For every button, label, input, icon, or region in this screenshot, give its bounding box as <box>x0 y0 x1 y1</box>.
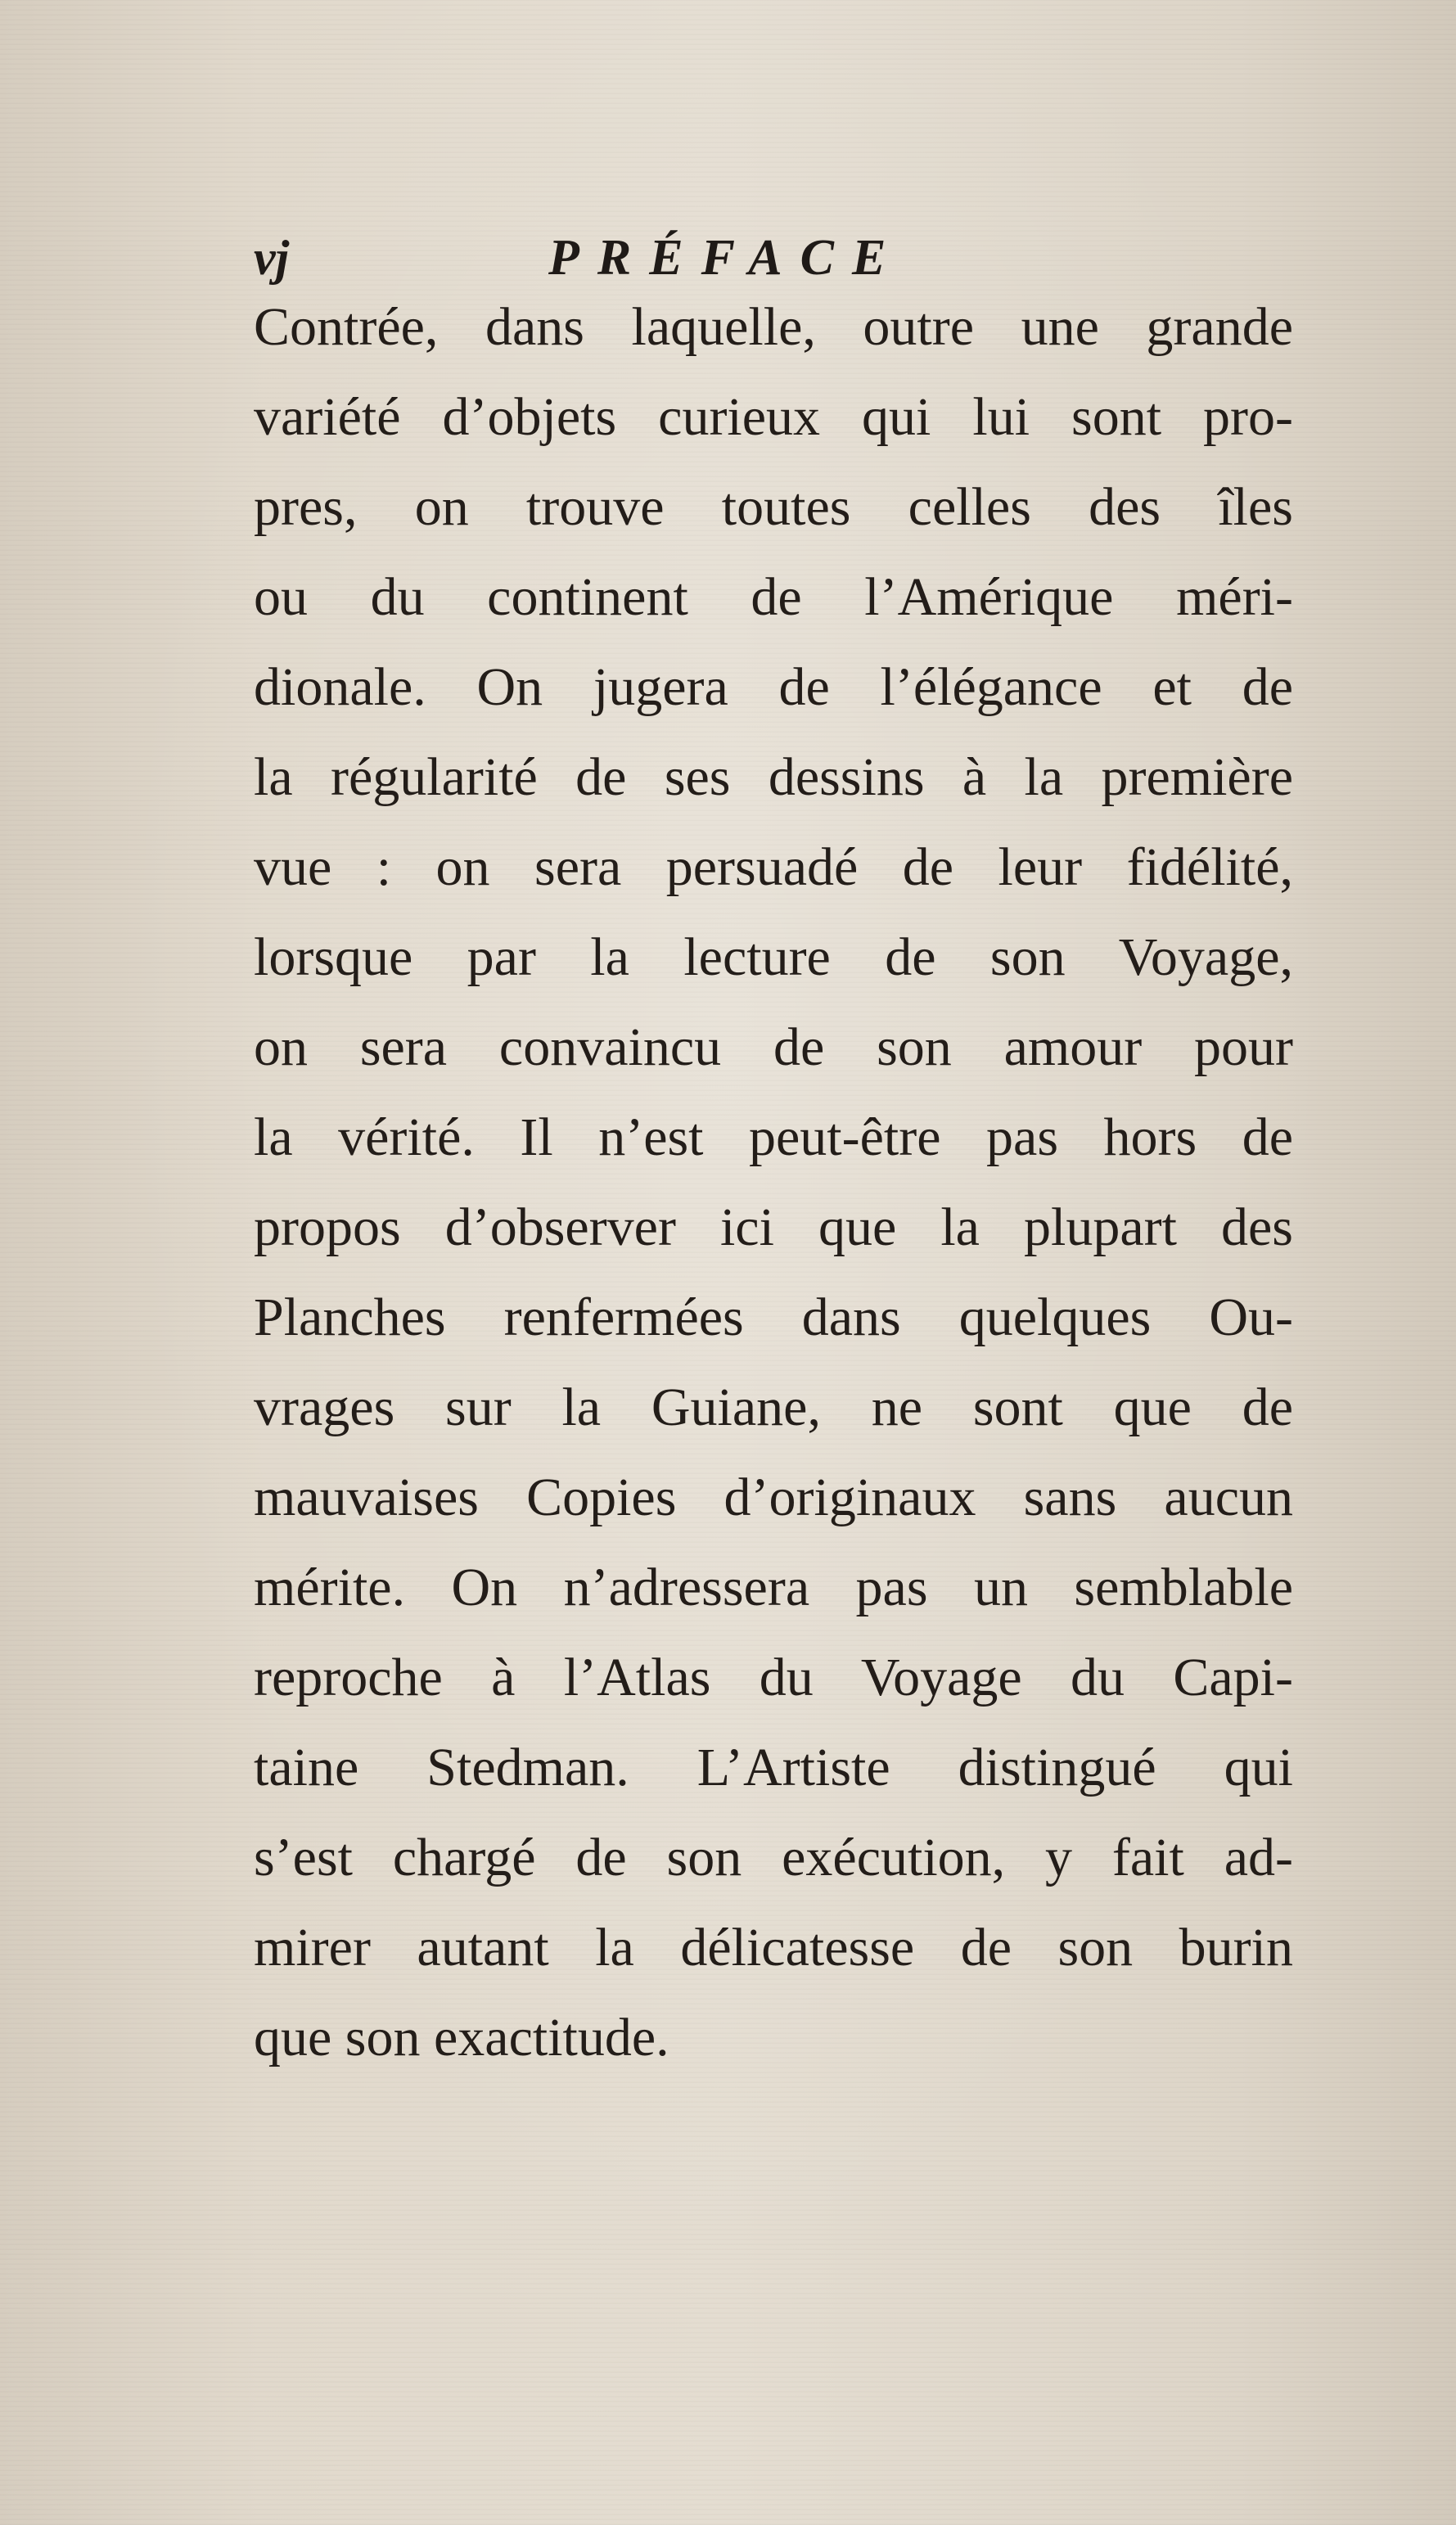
text-line: variété d’objets curieux qui lui sont pro- <box>254 387 1293 447</box>
page-number: vj <box>254 231 290 285</box>
text-line: on sera convaincu de son amour pour <box>254 1017 1293 1077</box>
text-line: dionale. On jugera de l’élégance et de <box>254 657 1293 717</box>
body-text <box>254 282 1293 2083</box>
text-line: Planches renfermées dans quelques Ou- <box>254 1287 1293 1347</box>
text-line: s’est chargé de son exécution, y fait ad- <box>254 1828 1293 1887</box>
text-line: propos d’observer ici que la plupart des <box>254 1197 1293 1257</box>
text-line: ou du continent de l’Amérique méri- <box>254 567 1293 627</box>
text-line: Contrée, dans laquelle, outre une grande <box>254 297 1293 357</box>
text-line: vue : on sera persuadé de leur fidélité, <box>254 837 1293 897</box>
text-line: mauvaises Copies d’originaux sans aucun <box>254 1468 1293 1527</box>
text-line: que son exactitude. <box>254 2008 669 2067</box>
text-line: taine Stedman. L’Artiste distingué qui <box>254 1738 1293 1797</box>
text-line: lorsque par la lecture de son Voyage, <box>254 927 1293 987</box>
text-line: pres, on trouve toutes celles des îles <box>254 477 1293 537</box>
running-head: PRÉFACE <box>548 230 904 286</box>
text-line: reproche à l’Atlas du Voyage du Capi- <box>254 1648 1293 1707</box>
text-line: mirer autant la délicatesse de son burin <box>254 1918 1293 1977</box>
text-line: la vérité. Il n’est peut-être pas hors de <box>254 1107 1293 1167</box>
text-line: la régularité de ses dessins à la première <box>254 747 1293 807</box>
text-line: mérite. On n’adressera pas un semblable <box>254 1558 1293 1617</box>
text-line: vrages sur la Guiane, ne sont que de <box>254 1377 1293 1437</box>
